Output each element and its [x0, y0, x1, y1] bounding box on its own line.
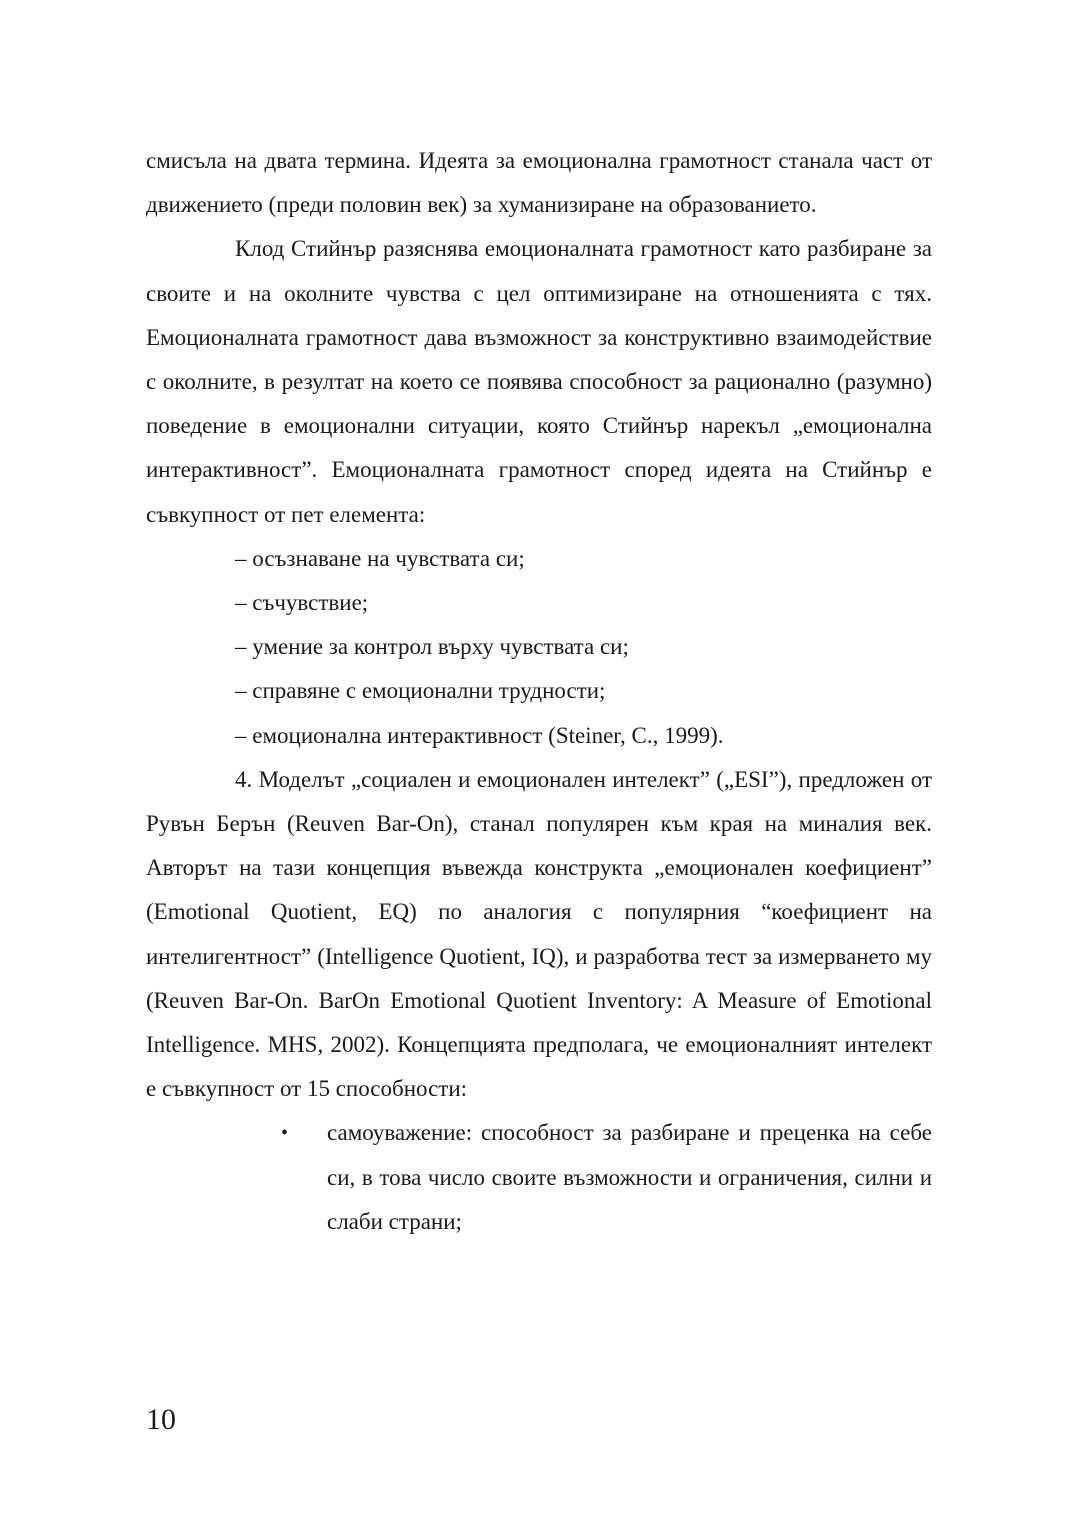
bullet-icon: • [281, 1122, 289, 1145]
body-text [146, 139, 932, 1244]
paragraph-baron-model: 4. Моделът „социален и емоционален интелект” („ESI”), предложен от Рувън Берън (Reuven Bar-On), станал популярен към края на миналия век. Авторът на тази концепция въвежда конструкта „емоционален коефициент” (Emotional Quotient, EQ) по аналогия с популярния “коефициент на интелигентност” (Intelligence Quotient, IQ), и разработва тест за измерването му (Reuven Bar-On. BarOn Emotional Quotient Inventory: A Measure of Emotional Intelligence. MHS, 2002). Концепцията предполага, че емоционалният интелект е съвкупност от 15 способности: [146, 766, 932, 1102]
bullet-list [146, 1111, 932, 1244]
list-item: – емоционална интерактивност (Steiner, C., 1999). [235, 722, 724, 748]
list-item: – осъзнаване на чувствата си; [235, 545, 525, 571]
list-item: – умение за контрол върху чувствата си; [235, 634, 629, 660]
list-item: – съчувствие; [235, 590, 369, 616]
paragraph-steiner: Клод Стийнър разяснява емоционалната грамотност като разбиране за своите и на околните чувства с цел оптимизиране на отношенията с тях. Емоционалната грамотност дава възможност за конструктивно взаимодействие с околните, в резултат на което се появява способност за рационално (разумно) поведение в емоционални ситуации, която Стийнър нарекъл „емоционална интерактивност”. Емоционалната грамотност според идеята на Стийнър е съвкупност от пет елемента: [146, 236, 932, 527]
dash-list [146, 537, 932, 758]
bullet-item [281, 1111, 932, 1244]
bullet-item-text: самоуважение: способност за разбиране и преценка на себе си, в това число своите възможности и ограничения, силни и слаби страни; [327, 1120, 932, 1234]
page-number: 10 [146, 1403, 176, 1436]
paragraph-continuation: смисъла на двата термина. Идеята за емоционална грамотност станала част от движението (преди половин век) за хуманизиране на образованието. [146, 148, 932, 218]
list-item: – справяне с емоционални трудности; [235, 678, 606, 704]
